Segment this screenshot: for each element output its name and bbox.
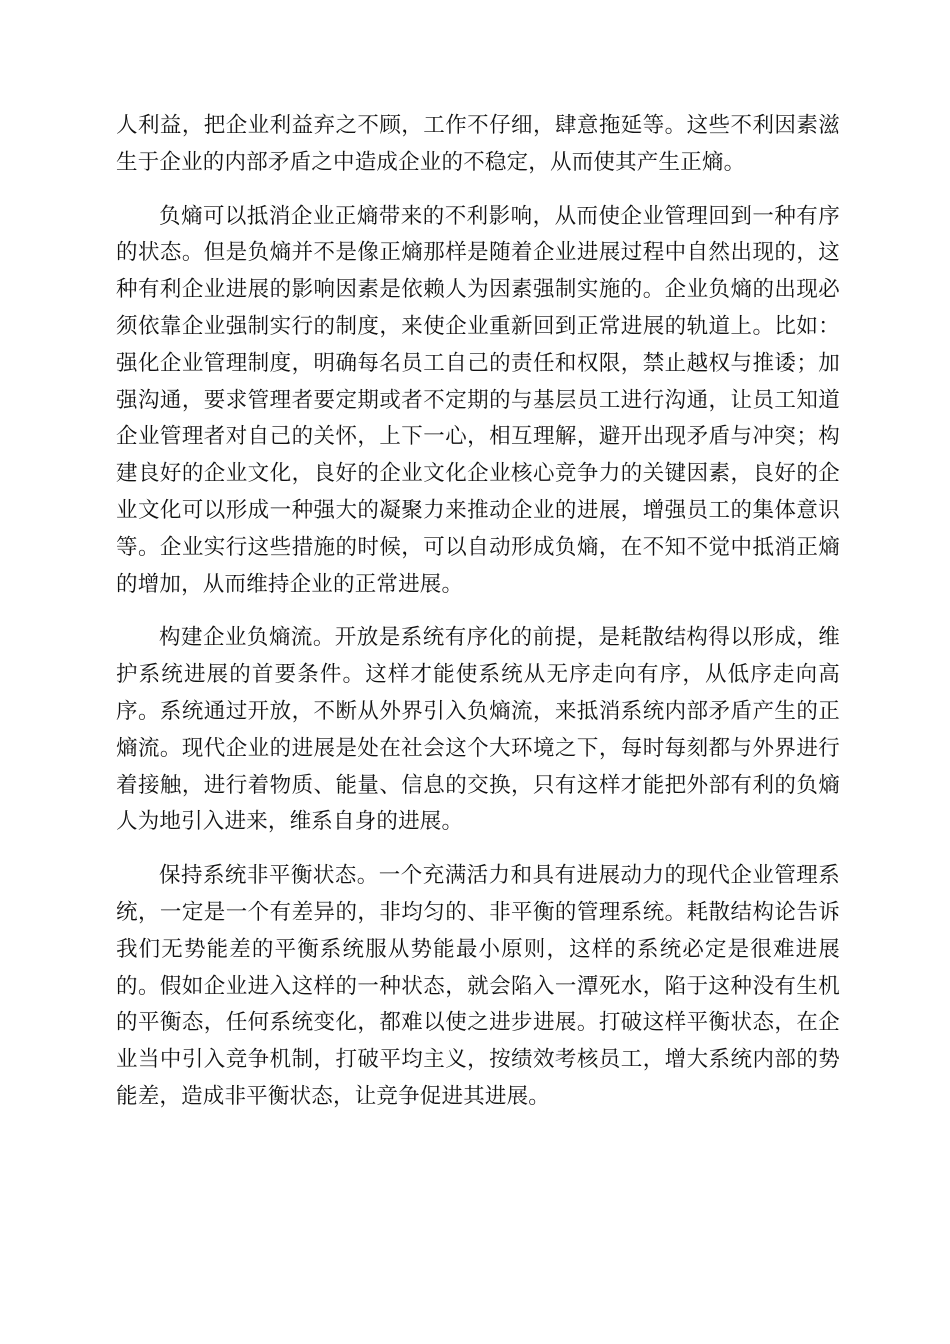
document-body (116, 108, 840, 1133)
paragraph-4: 保持系统非平衡状态。一个充满活力和具有进展动力的现代企业管理系统，一定是一个有差异的，非均匀的、非平衡的管理系统。耗散结构论告诉我们无势能差的平衡系统服从势能最小原则，这样的系统必定是很难进展的。假如企业进入这样的一种状态，就会陷入一潭死水，陷于这种没有生机的平衡态，任何系统变化，都难以使之进步进展。打破这样平衡状态，在企业当中引入竞争机制，打破平均主义，按绩效考核员工，增大系统内部的势能差，造成非平衡状态，让竞争促进其进展。 (116, 863, 840, 1109)
paragraph-3: 构建企业负熵流。开放是系统有序化的前提，是耗散结构得以形成，维护系统进展的首要条件。这样才能使系统从无序走向有序，从低序走向高序。系统通过开放，不断从外界引入负熵流，来抵消系统内部矛盾产生的正熵流。现代企业的进展是处在社会这个大环境之下，每时每刻都与外界进行着接触，进行着物质、能量、信息的交换，只有这样才能把外部有利的负熵人为地引入进来，维系自身的进展。 (116, 625, 840, 835)
paragraph-2: 负熵可以抵消企业正熵带来的不利影响，从而使企业管理回到一种有序的状态。但是负熵并不是像正熵那样是随着企业进展过程中自然出现的，这种有利企业进展的影响因素是依赖人为因素强制实施的。企业负熵的出现必须依靠企业强制实行的制度，来使企业重新回到正常进展的轨道上。比如：强化企业管理制度，明确每名员工自己的责任和权限，禁止越权与推诿；加强沟通，要求管理者要定期或者不定期的与基层员工进行沟通，让员工知道企业管理者对自己的关怀，上下一心，相互理解，避开出现矛盾与冲突；构建良好的企业文化，良好的企业文化企业核心竞争力的关键因素，良好的企业文化可以形成一种强大的凝聚力来推动企业的进展，增强员工的集体意识等。企业实行这些措施的时候，可以自动形成负熵，在不知不觉中抵消正熵的增加，从而维持企业的正常进展。 (116, 203, 840, 597)
paragraph-1: 人利益，把企业利益弃之不顾，工作不仔细，肆意拖延等。这些不利因素滋生于企业的内部矛盾之中造成企业的不稳定，从而使其产生正熵。 (116, 113, 840, 175)
